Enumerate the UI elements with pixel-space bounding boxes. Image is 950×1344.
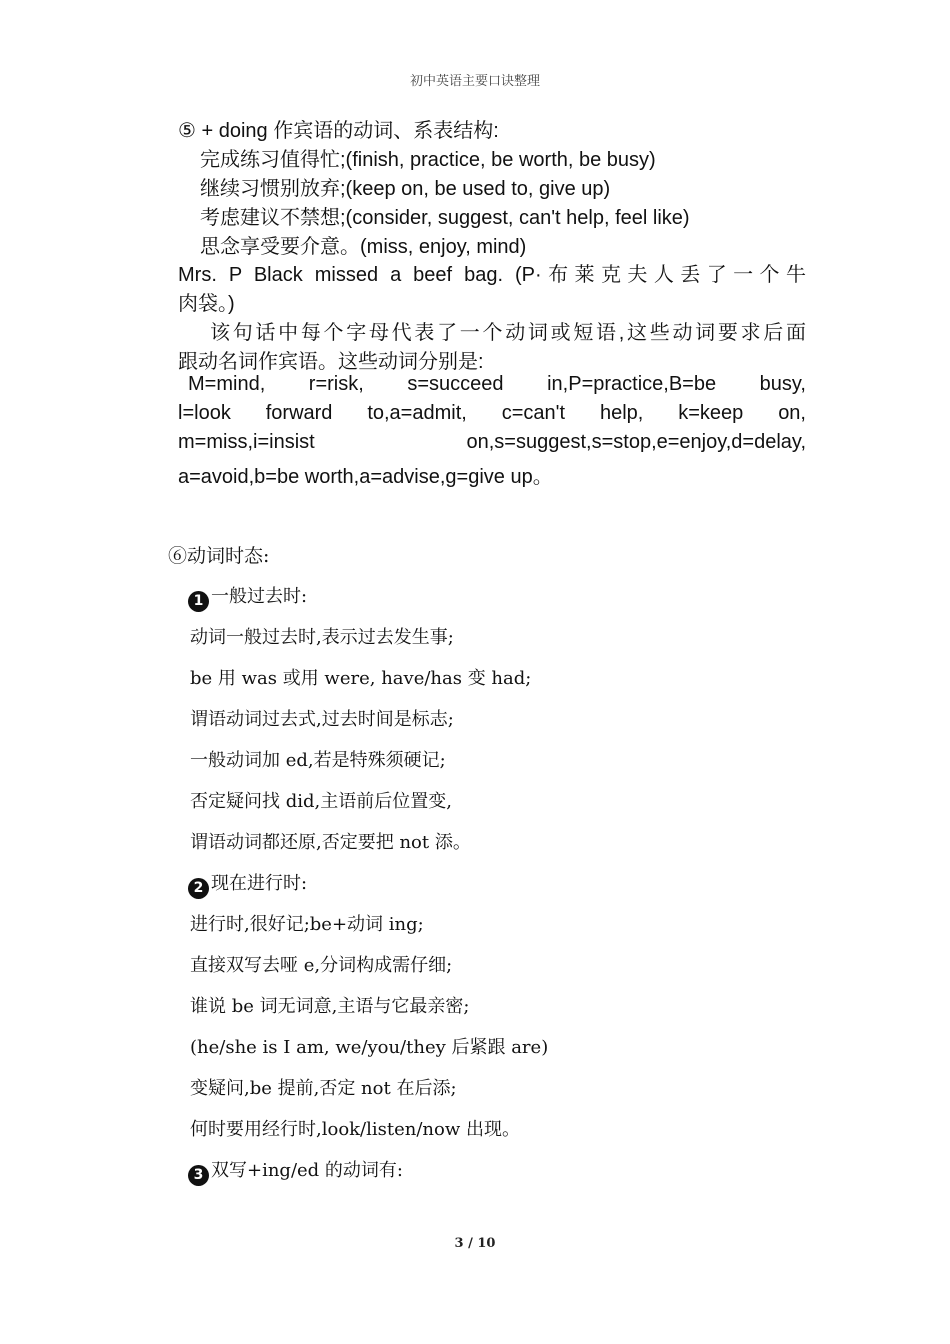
progressive-title [188, 869, 307, 899]
past-tense-line-5: 否定疑问找 did,主语前后位置变, [190, 791, 452, 812]
past-tense-line-4: 一般动词加 ed,若是特殊须硬记; [190, 750, 446, 771]
double-consonant-title-text: 双写+ing/ed 的动词有: [211, 1160, 403, 1181]
section-6-heading: ⑥动词时态: [168, 545, 270, 567]
verb-list-line-2: l=look forward to,a=admit, c=can't help, k=keep on, [178, 402, 806, 424]
section-5-line-4: 思念享受要介意。(miss, enjoy, mind) [200, 236, 527, 258]
progressive-line-5: 变疑问,be 提前,否定 not 在后添; [190, 1078, 457, 1099]
section-5-line-3: 考虑建议不禁想;(consider, suggest, can't help, feel like) [200, 207, 690, 229]
past-tense-title-text: 一般过去时: [211, 586, 308, 607]
past-tense-line-2: be 用 was 或用 were, have/has 变 had; [190, 668, 532, 689]
explanation-line-1: 该句话中每个字母代表了一个动词或短语,这些动词要求后面 [210, 322, 806, 344]
verb-list-line-3: m=miss,i=insist on,s=suggest,s=stop,e=enjoy,d=delay, [178, 431, 806, 453]
mnemonic-sentence-line-2: 肉袋。) [178, 293, 235, 315]
double-consonant-title [188, 1156, 403, 1186]
past-tense-line-1: 动词一般过去时,表示过去发生事; [190, 627, 454, 648]
past-tense-line-6: 谓语动词都还原,否定要把 not 添。 [190, 832, 471, 853]
past-tense-line-3: 谓语动词过去式,过去时间是标志; [190, 709, 454, 730]
progressive-line-2: 直接双写去哑 e,分词构成需仔细; [190, 955, 453, 976]
section-5-heading: ⑤ + doing 作宾语的动词、系表结构: [178, 120, 499, 142]
section-5-line-2: 继续习惯别放弃;(keep on, be used to, give up) [200, 178, 611, 200]
number-1-icon: 1 [188, 591, 209, 612]
progressive-line-6: 何时要用经行时,look/listen/now 出现。 [190, 1119, 520, 1140]
page-number: 3 / 10 [454, 1236, 496, 1251]
explanation-line-2: 跟动名词作宾语。这些动词分别是: [178, 351, 484, 373]
number-2-icon: 2 [188, 878, 209, 899]
section-5-line-1: 完成练习值得忙;(finish, practice, be worth, be busy) [200, 149, 656, 171]
page-header: 初中英语主要口诀整理 [409, 74, 540, 89]
progressive-line-3: 谁说 be 词无词意,主语与它最亲密; [190, 996, 470, 1017]
mnemonic-sentence-line-1: Mrs. P Black missed a beef bag. (P·布莱克夫人丢了一个牛 [178, 264, 806, 286]
progressive-line-4: (he/she is I am, we/you/they 后紧跟 are) [190, 1037, 549, 1058]
past-tense-title [188, 582, 307, 612]
verb-list-line-4: a=avoid,b=be worth,a=advise,g=give up。 [178, 466, 553, 488]
number-3-icon: 3 [188, 1165, 209, 1186]
progressive-line-1: 进行时,很好记;be+动词 ing; [190, 914, 424, 935]
progressive-title-text: 现在进行时: [211, 873, 308, 894]
verb-list-line-1: M=mind, r=risk, s=succeed in,P=practice,B=be busy, [188, 373, 806, 395]
